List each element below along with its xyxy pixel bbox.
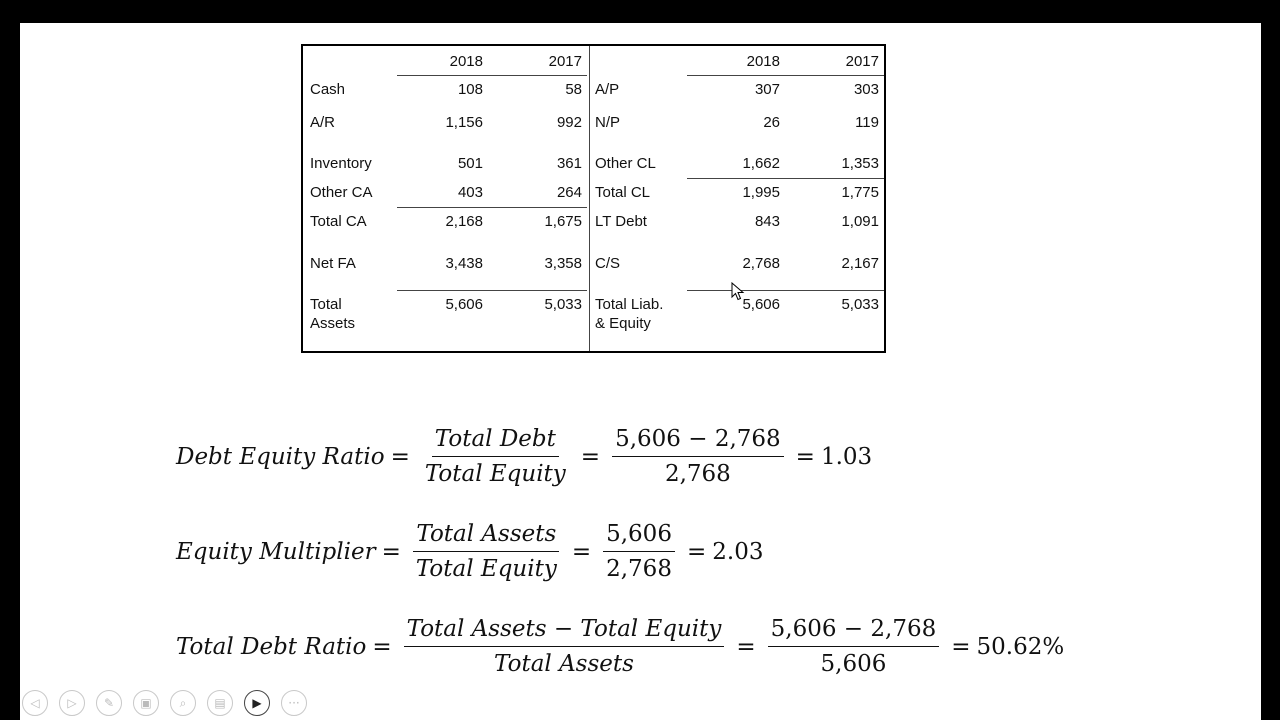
asset-total-assets-2017: 5,033 — [544, 296, 582, 313]
fraction-numerator: Total Debt — [432, 424, 559, 457]
equals-sign: = — [686, 538, 707, 565]
liab-lt-debt-2017: 1,091 — [841, 213, 879, 230]
back-icon[interactable]: ◁ — [22, 690, 48, 716]
fraction-denominator: Total Equity — [415, 556, 557, 582]
more-icon[interactable]: ··· — [281, 690, 307, 716]
fraction-denominator: 2,768 — [664, 461, 731, 487]
asset-ar-2017: 992 — [556, 114, 582, 131]
asset-other-ca-2018: 403 — [457, 184, 483, 201]
liab-ap-2017: 303 — [853, 81, 879, 98]
asset-cash-2017: 58 — [565, 81, 582, 98]
equity-multiplier-symbolic-fraction — [413, 519, 560, 584]
asset-label-total-ca: Total CA — [310, 213, 367, 230]
total-ca-rule — [397, 207, 587, 208]
asset-total-ca-2017: 1,675 — [544, 213, 582, 230]
equity-multiplier-formula — [176, 519, 763, 584]
asset-label-total-assets: Total — [310, 296, 342, 313]
left-frame-bar — [0, 0, 20, 720]
total-debt-ratio-name: Total Debt Ratio — [176, 633, 367, 660]
fraction-numerator: 5,606 — [603, 519, 675, 552]
liab-other-cl-2017: 1,353 — [841, 155, 879, 172]
liab-label-total-cl: Total CL — [595, 184, 651, 201]
liab-label-np: N/P — [595, 114, 621, 131]
liab-total-cl-2018: 1,995 — [742, 184, 780, 201]
asset-label-net-fa: Net FA — [310, 255, 356, 272]
assets-year-2017-header: 2017 — [548, 53, 582, 70]
pen-icon[interactable]: ✎ — [96, 690, 122, 716]
top-frame-bar — [0, 0, 1280, 23]
table-center-divider — [589, 46, 590, 351]
total-cl-rule — [687, 178, 884, 179]
forward-icon[interactable]: ▷ — [59, 690, 85, 716]
right-frame-bar — [1261, 0, 1280, 720]
asset-other-ca-2017: 264 — [556, 184, 582, 201]
debt-equity-numeric-fraction — [612, 424, 784, 489]
fraction-denominator: Total Equity — [424, 461, 566, 487]
fraction-denominator: Total Assets — [494, 651, 634, 677]
liab-ap-2018: 307 — [754, 81, 780, 98]
fraction-numerator: Total Assets − Total Equity — [404, 614, 725, 647]
asset-label-other-ca: Other CA — [310, 184, 373, 201]
balance-sheet-table — [301, 44, 886, 353]
asset-label-total-assets-line2: Assets — [310, 315, 356, 332]
asset-label-ar: A/R — [310, 114, 336, 131]
liab-lt-debt-2018: 843 — [754, 213, 780, 230]
liab-label-ap: A/P — [595, 81, 620, 98]
asset-ar-2018: 1,156 — [445, 114, 483, 131]
liab-label-lt-debt: LT Debt — [595, 213, 647, 230]
asset-total-assets-2018: 5,606 — [445, 296, 483, 313]
total-debt-ratio-formula — [176, 614, 1064, 679]
zoom-icon[interactable]: ⌕ — [170, 690, 196, 716]
liab-cs-2017: 2,167 — [841, 255, 879, 272]
total-debt-ratio-result: 50.62% — [976, 633, 1065, 660]
camera-icon[interactable]: ▶ — [244, 690, 270, 716]
liab-total-cl-2017: 1,775 — [841, 184, 879, 201]
equals-sign: = — [580, 443, 601, 470]
debt-equity-symbolic-fraction — [422, 424, 569, 489]
total-debt-ratio-numeric-fraction — [768, 614, 940, 679]
fraction-denominator: 2,768 — [606, 556, 672, 582]
liab-year-2018-header: 2018 — [746, 53, 780, 70]
mouse-cursor-icon — [731, 282, 745, 302]
liab-total-liab-equity-2018: 5,606 — [742, 296, 780, 313]
assets-year-2018-header: 2018 — [449, 53, 483, 70]
asset-net-fa-2018: 3,438 — [445, 255, 483, 272]
equity-multiplier-name: Equity Multiplier — [176, 538, 376, 565]
liab-cs-2018: 2,768 — [742, 255, 780, 272]
liab-other-cl-2018: 1,662 — [742, 155, 780, 172]
debt-equity-ratio-formula — [176, 424, 872, 489]
equals-sign: = — [795, 443, 815, 470]
asset-inventory-2018: 501 — [457, 155, 483, 172]
total-assets-rule — [397, 290, 587, 291]
liab-label-cs: C/S — [595, 255, 621, 272]
liab-np-2018: 26 — [763, 114, 780, 131]
equals-sign: = — [736, 633, 756, 660]
total-liab-rule — [687, 290, 884, 291]
equals-sign: = — [951, 633, 971, 660]
debt-equity-result: 1.03 — [820, 443, 873, 470]
debt-equity-ratio-name: Debt Equity Ratio — [176, 443, 385, 470]
asset-label-inventory: Inventory — [310, 155, 372, 172]
liab-label-other-cl: Other CL — [595, 155, 656, 172]
fraction-numerator: Total Assets — [413, 519, 559, 552]
liab-label-total-liab-equity-line2: & Equity — [595, 315, 651, 332]
slideshow-toolbar — [22, 690, 307, 716]
total-debt-ratio-symbolic-fraction — [404, 614, 725, 679]
liab-np-2017: 119 — [855, 114, 879, 131]
equity-multiplier-numeric-fraction — [603, 519, 675, 584]
liab-label-total-liab-equity: Total Liab. — [595, 296, 664, 313]
slides-icon[interactable]: ▣ — [133, 690, 159, 716]
equity-multiplier-result: 2.03 — [712, 538, 764, 565]
asset-label-cash: Cash — [310, 81, 346, 98]
equals-sign: = — [390, 443, 410, 470]
liab-header-rule — [687, 75, 884, 76]
asset-cash-2018: 108 — [457, 81, 483, 98]
liab-year-2017-header: 2017 — [845, 53, 879, 70]
fraction-numerator: 5,606 − 2,768 — [612, 424, 784, 457]
equals-sign: = — [381, 538, 401, 565]
assets-header-rule — [397, 75, 587, 76]
asset-total-ca-2018: 2,168 — [445, 213, 483, 230]
fraction-numerator: 5,606 − 2,768 — [768, 614, 940, 647]
equals-sign: = — [372, 633, 392, 660]
liab-total-liab-equity-2017: 5,033 — [841, 296, 879, 313]
fraction-denominator: 5,606 — [820, 651, 887, 677]
subtitles-icon[interactable]: ▤ — [207, 690, 233, 716]
asset-inventory-2017: 361 — [556, 155, 582, 172]
equals-sign: = — [571, 538, 592, 565]
asset-net-fa-2017: 3,358 — [544, 255, 582, 272]
